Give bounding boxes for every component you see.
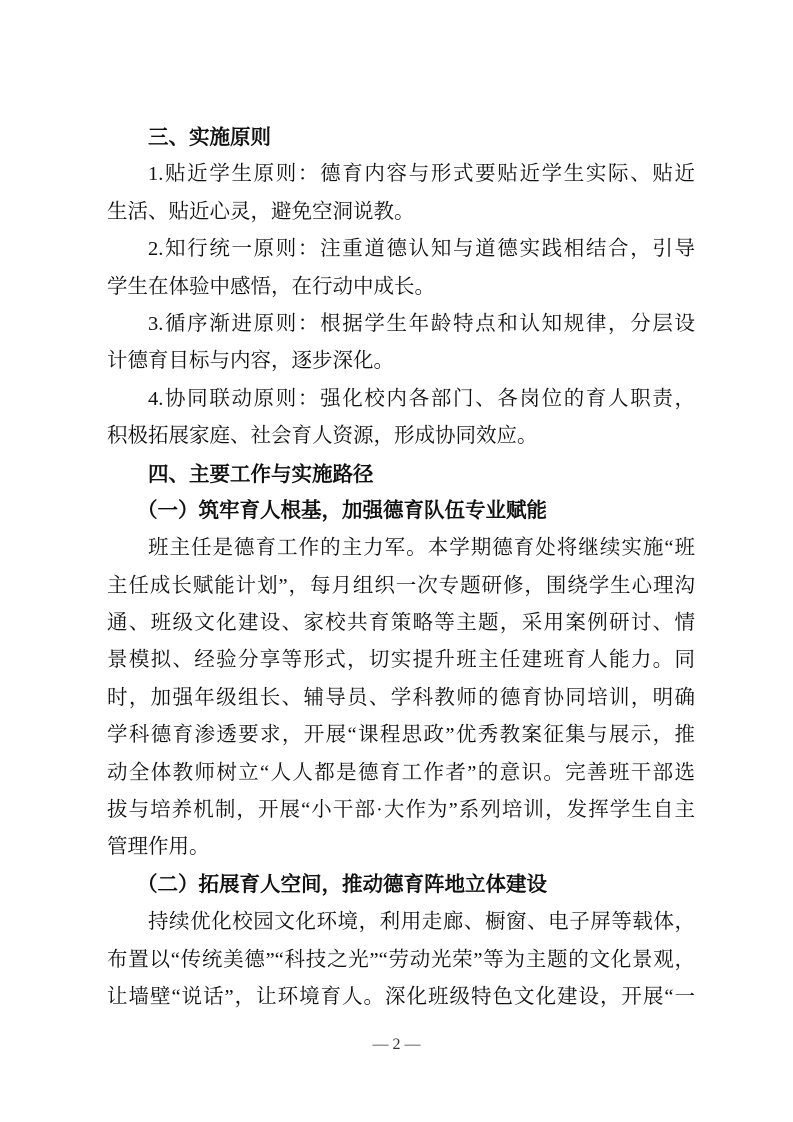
paragraph-line: 景模拟、经验分享等形式，切实提升班主任建班育人能力。同 <box>107 649 695 672</box>
paragraph-line: 学科德育渗透要求，开展“课程思政”优秀教案征集与展示，推 <box>107 724 695 747</box>
page-number: — 2 — <box>372 1036 421 1053</box>
paragraph-line: 生活、贴近心灵，避免空洞说教。 <box>107 200 415 223</box>
paragraph-line: 拔与培养机制，开展“小干部·大作为”系列培训，发挥学生自主 <box>107 799 695 822</box>
paragraph-line: 时，加强年级组长、辅导员、学科教师的德育协同培训，明确 <box>107 686 695 709</box>
paragraph-line: 计德育目标与内容，逐步深化。 <box>107 350 394 373</box>
paragraph-line: 布置以“传统美德”“科技之光”“劳动光荣”等为主题的文化景观， <box>107 948 695 971</box>
subsection-heading: （一）筑牢育人根基，加强德育队伍专业赋能 <box>137 499 547 522</box>
paragraph-line: 持续优化校园文化环境，利用走廊、橱窗、电子屏等载体， <box>148 911 695 934</box>
paragraph-line: 动全体教师树立“人人都是德育工作者”的意识。完善班干部选 <box>107 761 695 784</box>
paragraph-line: 积极拓展家庭、社会育人资源，形成协同效应。 <box>107 425 538 448</box>
paragraph-line: 学生在体验中感悟，在行动中成长。 <box>107 275 435 298</box>
paragraph-line: 通、班级文化建设、家校共育策略等主题，采用案例研讨、情 <box>107 612 695 635</box>
section-heading: 三、实施原则 <box>148 126 271 149</box>
paragraph-line: 2.知行统一原则：注重道德认知与道德实践相结合，引导 <box>148 238 695 261</box>
paragraph-line: 1.贴近学生原则：德育内容与形式要贴近学生实际、贴近 <box>148 163 695 186</box>
paragraph-line: 让墙壁“说话”，让环境育人。深化班级特色文化建设，开展“一 <box>107 985 695 1008</box>
paragraph-line: 主任成长赋能计划”，每月组织一次专题研修，围绕学生心理沟 <box>107 574 695 597</box>
document-body <box>107 119 695 1016</box>
section-heading: 四、主要工作与实施路径 <box>148 462 374 486</box>
subsection-heading: （二）拓展育人空间，推动德育阵地立体建设 <box>137 873 547 896</box>
paragraph-line: 4.协同联动原则：强化校内各部门、各岗位的育人职责， <box>148 387 695 410</box>
paragraph-line: 3.循序渐进原则：根据学生年龄特点和认知规律，分层设 <box>148 312 695 335</box>
paragraph-line: 管理作用。 <box>107 836 210 859</box>
paragraph-line: 班主任是德育工作的主力军。本学期德育处将继续实施“班 <box>148 537 695 560</box>
